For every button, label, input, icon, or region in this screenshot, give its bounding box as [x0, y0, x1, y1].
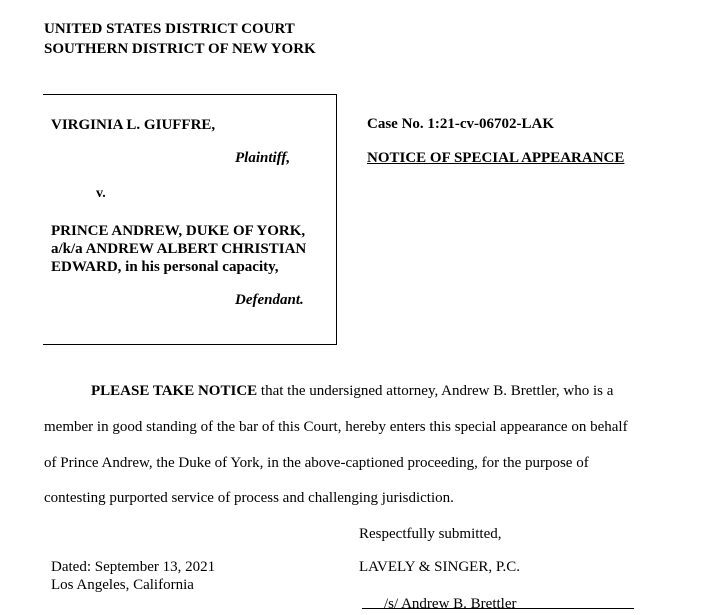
- place-line: Los Angeles, California: [51, 577, 194, 593]
- defendant-name-line-1: PRINCE ANDREW, DUKE OF YORK,: [51, 223, 306, 239]
- plaintiff-role: Plaintiff,: [235, 150, 291, 166]
- plaintiff-name: VIRGINIA L. GIUFFRE,: [51, 117, 216, 133]
- body-line-2: member in good standing of the bar of this Court, hereby enters this special appearance on behalf: [44, 419, 628, 435]
- signature: /s/ Andrew B. Brettler: [384, 596, 517, 612]
- dated-line: Dated: September 13, 2021: [51, 559, 216, 575]
- body-line-1-text: that the undersigned attorney, Andrew B. Brettler, who is a: [257, 383, 614, 399]
- body-line-4: contesting purported service of process and challenging jurisdiction.: [44, 490, 454, 506]
- defendant-name-line-3: EDWARD, in his personal capacity,: [51, 259, 279, 275]
- body-line-3: of Prince Andrew, the Duke of York, in the above-captioned proceeding, for the purpose of: [44, 455, 589, 471]
- versus-label: v.: [96, 186, 106, 201]
- respectfully-submitted: Respectfully submitted,: [359, 526, 502, 542]
- case-number: Case No. 1:21-cv-06702-LAK: [367, 116, 555, 132]
- signature-line: [362, 608, 634, 609]
- defendant-name-line-2: a/k/a ANDREW ALBERT CHRISTIAN: [51, 241, 307, 257]
- document-title: NOTICE OF SPECIAL APPEARANCE: [367, 150, 625, 166]
- notice-lead: PLEASE TAKE NOTICE: [91, 383, 258, 399]
- court-name: UNITED STATES DISTRICT COURT: [44, 21, 295, 37]
- firm-name: LAVELY & SINGER, P.C.: [359, 559, 521, 575]
- court-district: SOUTHERN DISTRICT OF NEW YORK: [44, 41, 316, 57]
- body-line-1: [91, 383, 613, 400]
- defendant-role: Defendant.: [235, 292, 304, 308]
